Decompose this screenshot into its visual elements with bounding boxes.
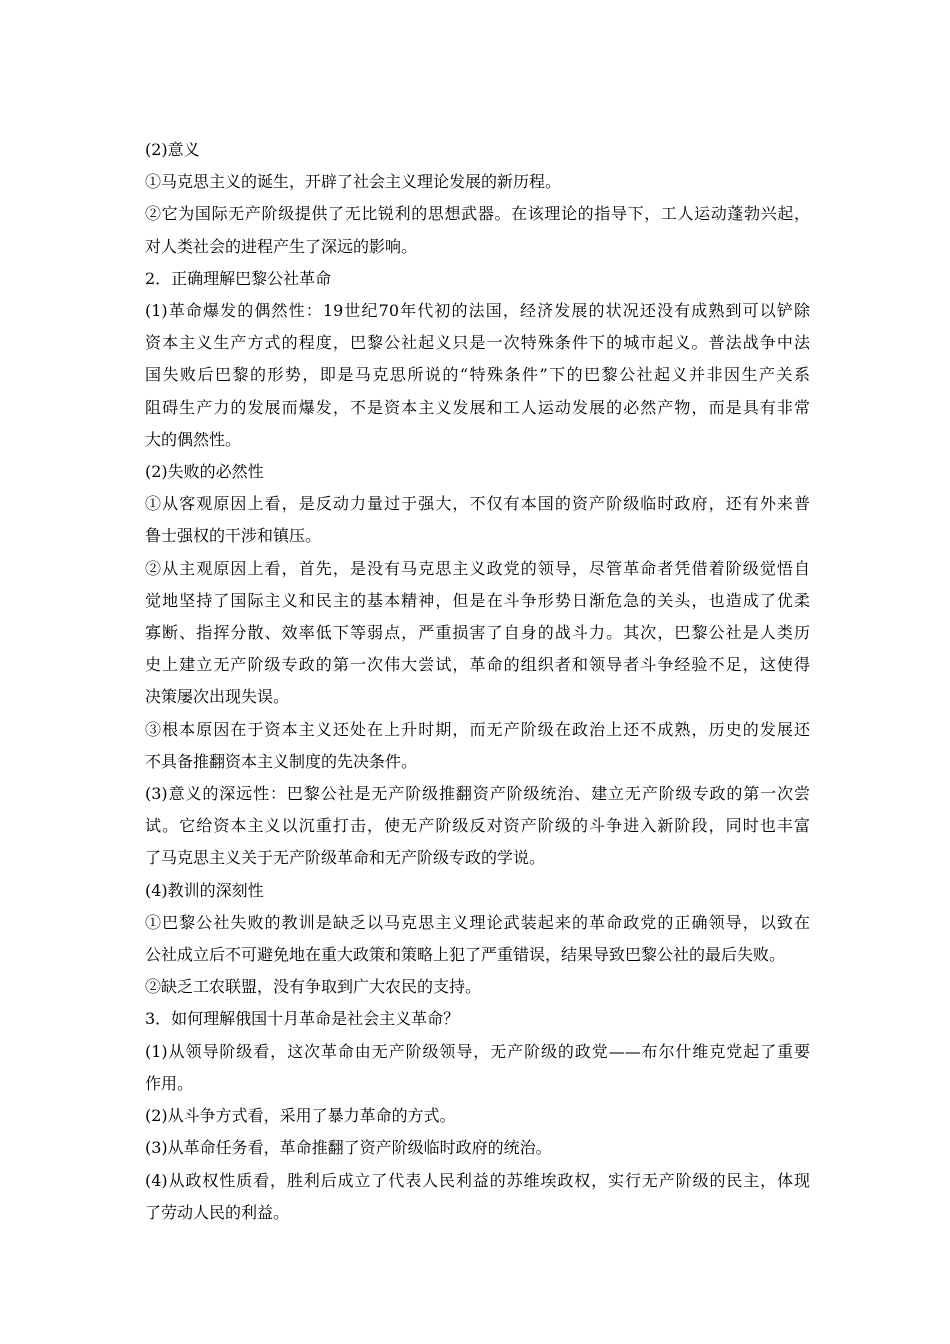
text-line: 大的偶然性。 [145, 429, 242, 449]
paragraph [145, 1003, 810, 1035]
text-line: 觉地坚持了国际主义和民主的基本精神，但是在斗争形势日渐危急的关头，也造成了优柔 [145, 590, 810, 610]
text-line: ②从主观原因上看，首先，是没有马克思主义政党的领导，尽管革命者凭借着阶级觉悟自 [145, 558, 810, 578]
text-line: ②缺乏工农联盟，没有争取到广大农民的支持。 [145, 977, 482, 997]
text-line: 3．如何理解俄国十月革命是社会主义革命？ [145, 1009, 460, 1029]
paragraph [145, 263, 810, 295]
paragraph [145, 166, 810, 198]
text-line: 了马克思主义关于无产阶级革命和无产阶级专政的学说。 [145, 848, 546, 868]
text-line: 史上建立无产阶级专政的第一次伟大尝试，革命的组织者和领导者斗争经验不足，这使得 [145, 655, 810, 675]
paragraph [145, 456, 810, 488]
paragraph [145, 198, 810, 262]
paragraph [145, 714, 810, 778]
paragraph [145, 488, 810, 552]
text-line: (1)革命爆发的偶然性：19世纪70年代初的法国，经济发展的状况还没有成熟到可以铲除 [145, 301, 810, 321]
paragraph [145, 971, 810, 1003]
text-line: 决策屡次出现失误。 [145, 687, 290, 707]
text-line: (4)教训的深刻性 [145, 880, 264, 900]
text-line: 了劳动人民的利益。 [145, 1202, 290, 1222]
text-line: ③根本原因在于资本主义还处在上升时期，而无产阶级在政治上还不成熟，历史的发展还 [145, 719, 810, 739]
paragraph [145, 553, 810, 714]
text-line: 作用。 [145, 1073, 194, 1093]
text-line: ①巴黎公社失败的教训是缺乏以马克思主义理论武装起来的革命政党的正确领导，以致在 [145, 912, 810, 932]
paragraph [145, 295, 810, 456]
text-line: 国失败后巴黎的形势，即是马克思所说的“特殊条件”下的巴黎公社起义并非因生产关系 [145, 365, 810, 385]
text-line: ①从客观原因上看，是反动力量过于强大，不仅有本国的资产阶级临时政府，还有外来普 [145, 494, 810, 514]
text-line: 对人类社会的进程产生了深远的影响。 [145, 236, 418, 256]
text-line: (3)意义的深远性：巴黎公社是无产阶级推翻资产阶级统治、建立无产阶级专政的第一次尝 [145, 784, 810, 804]
paragraph [145, 1165, 810, 1229]
text-line: (2)意义 [145, 140, 200, 159]
paragraph [145, 1036, 810, 1100]
text-line: 资本主义生产方式的程度，巴黎公社起义只是一次特殊条件下的城市起义。普法战争中法 [145, 333, 810, 353]
text-line: 寡断、指挥分散、效率低下等弱点，严重损害了自身的战斗力。其次，巴黎公社是人类历 [145, 623, 810, 643]
text-line: 不具备推翻资本主义制度的先决条件。 [145, 751, 418, 771]
document-body [145, 134, 810, 1229]
text-line: (4)从政权性质看，胜利后成立了代表人民利益的苏维埃政权，实行无产阶级的民主，体现 [145, 1170, 810, 1190]
text-line: 阻碍生产力的发展而爆发，不是资本主义发展和工人运动发展的必然产物，而是具有非常 [145, 397, 810, 417]
text-line: ①马克思主义的诞生，开辟了社会主义理论发展的新历程。 [145, 172, 562, 192]
paragraph [145, 134, 810, 166]
paragraph [145, 875, 810, 907]
text-line: 试。它给资本主义以沉重打击，使无产阶级反对资产阶级的斗争进入新阶段，同时也丰富 [145, 816, 810, 836]
text-line: (2)从斗争方式看，采用了暴力革命的方式。 [145, 1106, 456, 1126]
text-line: 公社成立后不可避免地在重大政策和策略上犯了严重错误，结果导致巴黎公社的最后失败。 [145, 945, 786, 965]
paragraph [145, 778, 810, 875]
text-line: (3)从革命任务看，革命推翻了资产阶级临时政府的统治。 [145, 1138, 552, 1158]
text-line: (2)失败的必然性 [145, 462, 264, 482]
paragraph [145, 1100, 810, 1132]
text-line: 2．正确理解巴黎公社革命 [145, 268, 332, 288]
paragraph [145, 907, 810, 971]
text-line: ②它为国际无产阶级提供了无比锐利的思想武器。在该理论的指导下，工人运动蓬勃兴起， [145, 204, 810, 224]
paragraph [145, 1132, 810, 1164]
text-line: 鲁士强权的干涉和镇压。 [145, 526, 322, 546]
text-line: (1)从领导阶级看，这次革命由无产阶级领导，无产阶级的政党——布尔什维克党起了重要 [145, 1041, 810, 1061]
